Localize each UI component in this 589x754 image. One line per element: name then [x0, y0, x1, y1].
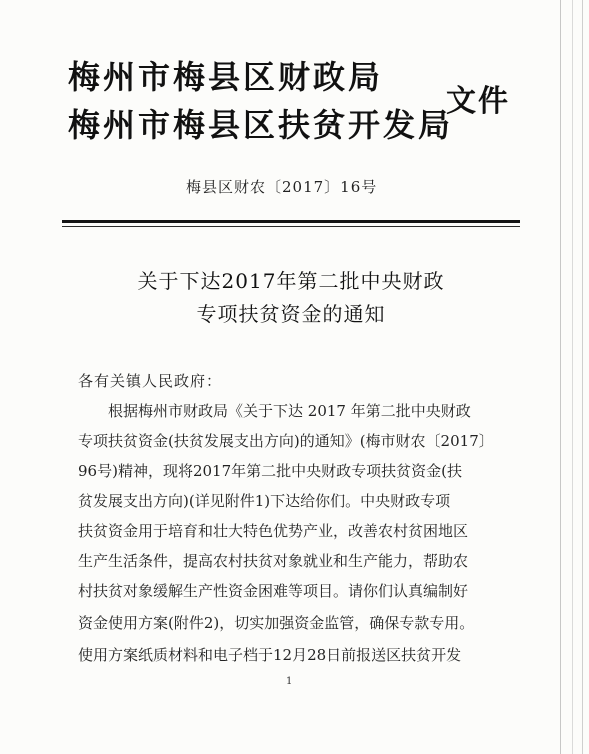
notice-title-line-2: 专项扶贫资金的通知 [196, 302, 386, 326]
body-line: 贫发展支出方向)(详见附件1)下达给你们。中央财政专项 [78, 492, 451, 510]
scan-edge-line [582, 0, 583, 754]
body-line: 根据梅州市财政局《关于下达 2017 年第二批中央财政 [108, 402, 471, 420]
document-word: 文件 [446, 84, 510, 119]
document-header [68, 48, 508, 148]
body-line: 96号)精神，现将2017年第二批中央财政专项扶贫资金(扶 [78, 462, 462, 480]
body-line: 专项扶贫资金(扶贫发展支出方向)的通知》(梅市财农〔2017〕 [78, 432, 494, 450]
body-line: 村扶贫对象缓解生产性资金困难等项目。请你们认真编制好 [78, 582, 469, 600]
scan-edge-line [560, 0, 561, 754]
page-number: 1 [286, 676, 293, 687]
issuer-poverty-alleviation-bureau: 梅州市梅县区扶贫开发局 [68, 106, 454, 144]
header-rule-thick [62, 220, 520, 223]
body-line: 资金使用方案(附件2)，切实加强资金监管，确保专款专用。 [78, 614, 475, 632]
issuer-finance-bureau: 梅州市梅县区财政局 [68, 58, 384, 96]
document-number: 梅县区财农〔2017〕16号 [186, 178, 378, 196]
notice-title-line-1: 关于下达2017年第二批中央财政 [137, 269, 445, 293]
header-rule-thin [62, 226, 520, 227]
salutation: 各有关镇人民政府： [78, 372, 223, 390]
scan-edge-line [572, 0, 573, 754]
body-line: 使用方案纸质材料和电子档于12月28日前报送区扶贫开发 [78, 646, 462, 664]
body-line: 生产生活条件，提高农村扶贫对象就业和生产能力，帮助农 [78, 552, 469, 570]
body-line: 扶贫资金用于培育和壮大特色优势产业，改善农村贫困地区 [78, 522, 469, 540]
